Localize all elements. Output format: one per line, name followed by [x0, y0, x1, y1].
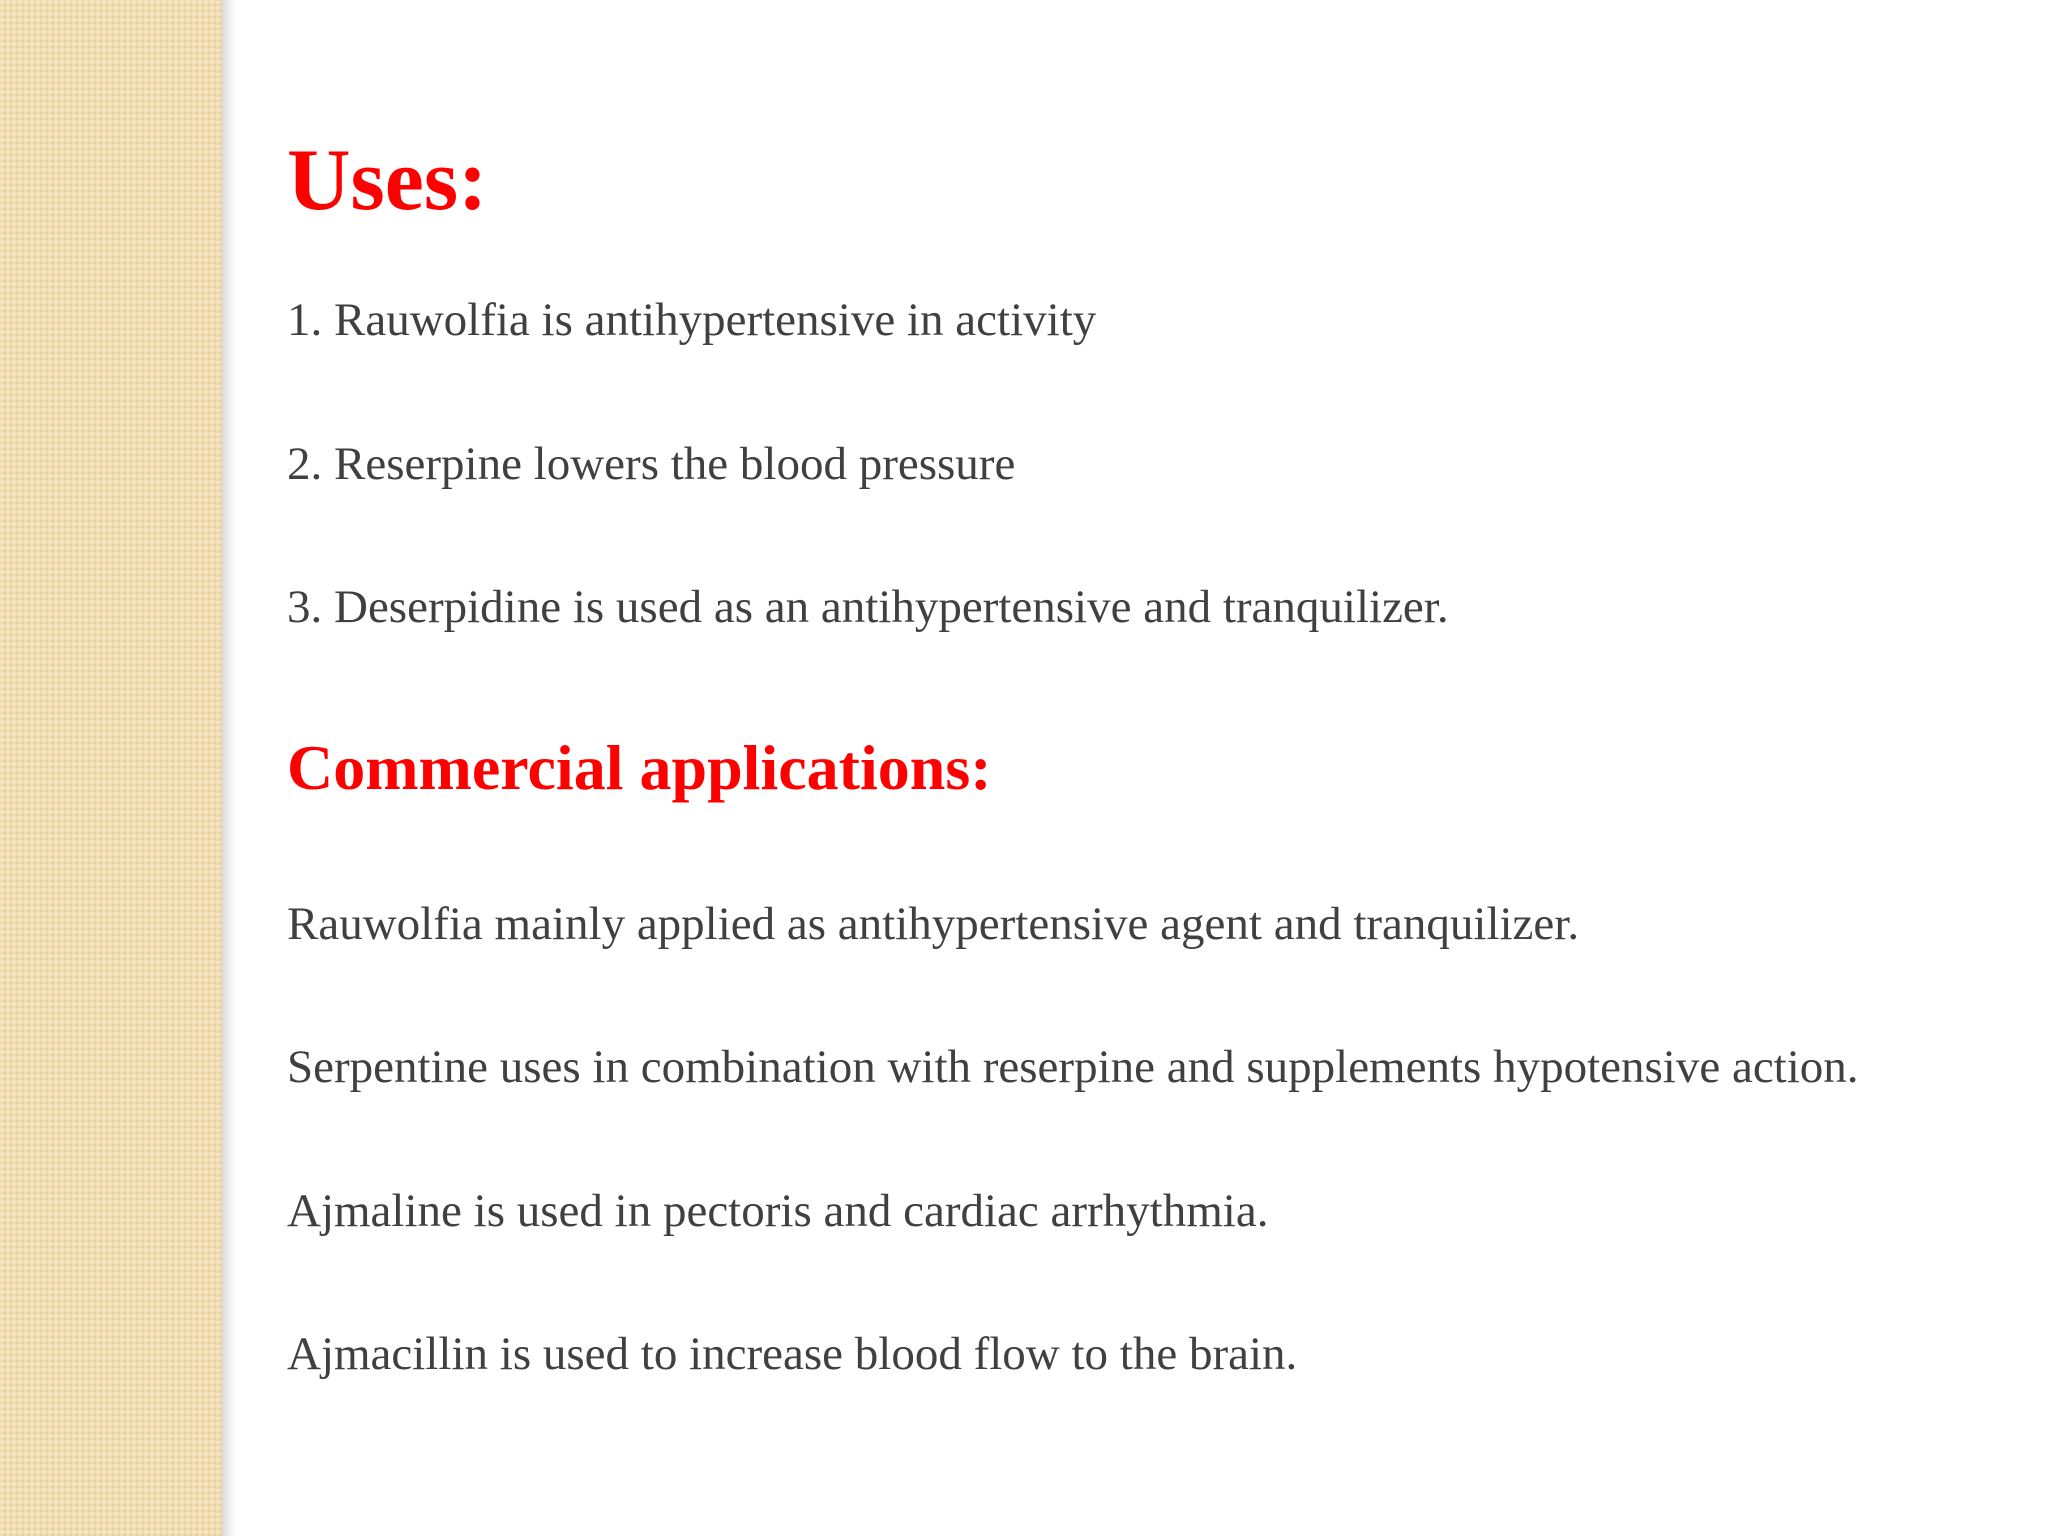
commercial-item-2: Serpentine uses in combination with reserpine and supplements hypotensive action.	[287, 1041, 1859, 1093]
commercial-applications-heading: Commercial applications:	[287, 732, 992, 803]
commercial-item-1: Rauwolfia mainly applied as antihypertensive agent and tranquilizer.	[287, 898, 1580, 950]
uses-item-2: 2. Reserpine lowers the blood pressure	[287, 438, 1016, 490]
commercial-item-3: Ajmaline is used in pectoris and cardiac arrhythmia.	[287, 1185, 1269, 1237]
uses-item-3: 3. Deserpidine is used as an antihypertensive and tranquilizer.	[287, 581, 1449, 633]
commercial-item-4: Ajmacillin is used to increase blood flow to the brain.	[287, 1328, 1298, 1380]
uses-heading: Uses:	[287, 132, 488, 229]
uses-item-1: 1. Rauwolfia is antihypertensive in activity	[287, 294, 1097, 346]
decorative-side-band	[0, 0, 222, 1536]
side-band-shadow	[222, 0, 236, 1536]
